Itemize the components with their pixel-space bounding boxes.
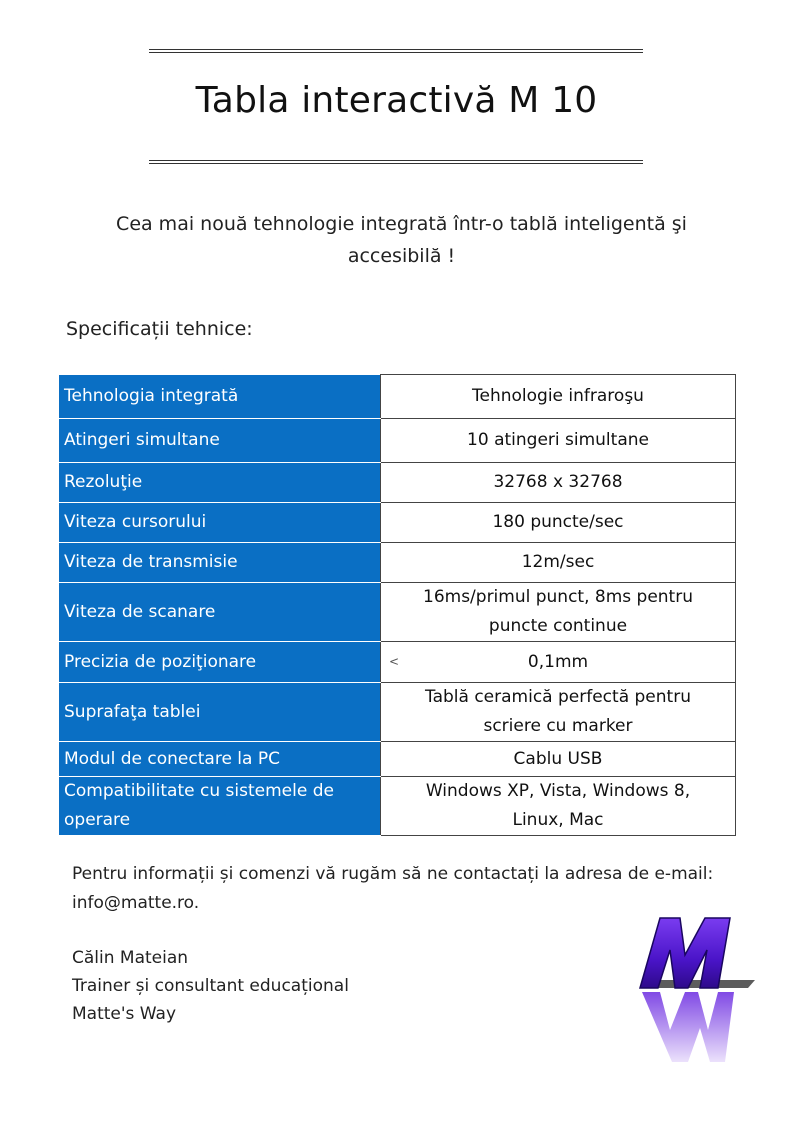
less-than-symbol-icon: < <box>389 654 400 669</box>
signature-name: Călin Mateian <box>72 948 189 968</box>
spec-label: Atingeri simultane <box>60 419 381 463</box>
table-row <box>60 419 736 463</box>
subtitle: Cea mai nouă tehnologie integrată într-o tablă inteligentă şi accesibilă ! <box>116 213 687 267</box>
spec-table <box>59 374 736 836</box>
contact-text: Pentru informații și comenzi vă rugăm să ne contactați la adresa de e-mail: info@matte.ro. <box>72 864 714 913</box>
spec-value: 0,1mm <box>527 651 589 672</box>
signature-role: Trainer și consultant educațional <box>72 976 349 996</box>
table-row <box>60 543 736 583</box>
matte-mw-logo-icon <box>630 910 760 1065</box>
spec-value: Tehnologie infraroşu <box>381 375 736 419</box>
spec-label: Suprafaţa tablei <box>60 683 381 742</box>
spec-value: 32768 x 32768 <box>381 463 736 503</box>
spec-value: Windows XP, Vista, Windows 8, Linux, Mac <box>381 777 736 836</box>
table-row <box>60 583 736 642</box>
table-row <box>60 742 736 777</box>
spec-value: Tablă ceramică perfectă pentru scriere cu marker <box>381 683 736 742</box>
spec-label: Compatibilitate cu sistemele de operare <box>60 777 381 836</box>
table-row <box>60 503 736 543</box>
spec-label: Tehnologia integrată <box>60 375 381 419</box>
spec-value: 180 puncte/sec <box>381 503 736 543</box>
spec-value: 16ms/primul punct, 8ms pentru puncte continue <box>381 583 736 642</box>
table-row <box>60 375 736 419</box>
top-divider <box>149 49 643 53</box>
spec-label: Precizia de poziţionare <box>60 642 381 683</box>
table-row <box>60 642 736 683</box>
spec-label: Viteza de transmisie <box>60 543 381 583</box>
table-row <box>60 777 736 836</box>
spec-label: Modul de conectare la PC <box>60 742 381 777</box>
table-row <box>60 683 736 742</box>
signature-company: Matte's Way <box>72 1004 177 1024</box>
spec-heading: Specificații tehnice: <box>66 318 253 340</box>
spec-value: Cablu USB <box>381 742 736 777</box>
page-title: Tabla interactivă M 10 <box>195 80 598 121</box>
spec-label: Viteza cursorului <box>60 503 381 543</box>
spec-value: 12m/sec <box>381 543 736 583</box>
signature-block <box>72 944 349 1028</box>
spec-label: Viteza de scanare <box>60 583 381 642</box>
bottom-divider <box>149 160 643 164</box>
spec-label: Rezoluţie <box>60 463 381 503</box>
spec-value: 10 atingeri simultane <box>381 419 736 463</box>
spec-value-cell <box>381 642 736 683</box>
table-row <box>60 463 736 503</box>
